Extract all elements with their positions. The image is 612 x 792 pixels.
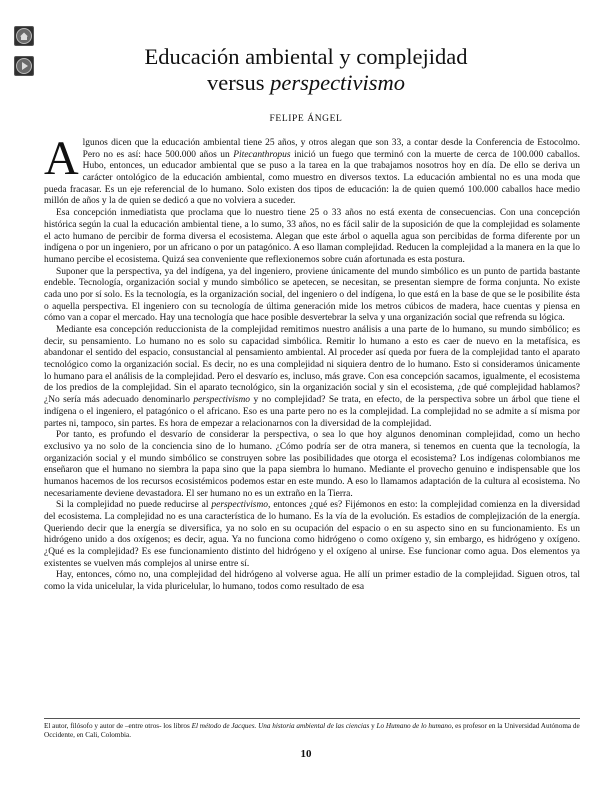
next-page-button[interactable] <box>14 56 34 76</box>
paragraph-4: Mediante esa concepción reduccionista de la complejidad remitimos nuestro análisis a una parte de lo humano, su mundo simbólico; es decir, su pensamiento. Lo humano no es solo su capacidad simbólica. Remitir lo humano a esto es caer de nuevo en la metafísica, es abandonar el sentido del espacio, consustancial al pensamiento ambiental. Al proceder así queda por fuera de la complejidad tanto el aparato tecnológico como la organización social. Es decir, no es una complejidad ni siquiera dentro de lo humano. Esto si consideramos únicamente lo humano para el análisis de la complejidad. Pero el desvarío es, incluso, más grave. Con esa concepción sacamos, igualmente, el ecosistema de los predios de la complejidad. Sin el aparato tecnológico, sin la organización social y sin el ecosistema, ¿de qué complejidad hablamos? ¿No sería más adecuado denominarlo perspectivismo y no complejidad? Se trata, en efecto, de la perspectiva sobre un árbol que tiene el indígena o el ingeniero, el patagónico o el africano. Eso es una parte pero no es la complejidad. La complejidad no se admite a sí misma por partes ni, tampoco, sin partes. Es hora de empezar a relacionarnos con la diversidad de la complejidad. <box>44 325 581 429</box>
page-number: 10 <box>300 748 312 760</box>
home-nav-button[interactable] <box>14 26 34 46</box>
play-icon <box>15 57 33 75</box>
author-name: FELIPE ÁNGEL <box>269 114 343 124</box>
paragraph-1: Algunos dicen que la educación ambiental tiene 25 años, y otros alegan que son 33, a contar desde la Conferencia de Estocolmo. Pero no es así: hace 500.000 años un Pitecanthropus inició un fuego que terminó con la muerte de cerca de 100.000 caballos. Hubo, entonces, un educador ambiental que se puso a la tarea en la que trabajamos nosotros hoy en día. De ello se deriva un carácter ontológico de la educación ambiental, como muestro en diversos textos. La educación ambiental no es una moda que pueda fracasar. Es un eje referencial de lo humano. Solo existen dos tipos de educación: la de quien quemó 100.000 caballos hace medio millón de años y la de quien se dedicó a que no volviera a suceder. <box>44 132 580 207</box>
paragraph-7: Hay, entonces, cómo no, una complejidad del hidrógeno al volverse agua. He allí un primer estadio de la complejidad. Siguen otros, tal como la vida unicelular, la vida pluricelular, lo humano, todos como resultado de esa <box>44 570 580 593</box>
paragraph-6: Si la complejidad no puede reducirse al perspectivismo, entonces ¿qué es? Fijémonos en esto: la complejidad comienza en la diversidad del ecosistema. La complejidad no es una característica de lo humano. Es la vía de la evolución. Es estadios de complejización de la energía. Queriendo decir que la energía se diversifica, ya no solo en su ocupación del espacio o en su aspecto sino en su funcionamiento. Es un hidrógeno unido a dos oxígenos; es decir, agua. Ya no funciona como hidrógeno o como oxígeno y, sin embargo, es hidrógeno y oxígeno. ¿Qué es la complejidad? Es ese funcionamiento distinto del hidrógeno y el oxígeno al unirse. Ese funcionar como agua. Dos elementos ya existentes se vuelven más complejos al unirse entre sí. <box>44 500 580 569</box>
article-title <box>60 44 552 96</box>
paragraph-2: Esa concepción inmediatista que proclama que lo nuestro tiene 25 o 33 años no está exenta de consecuencias. Con una concepción histórica según la cual la educación ambiental tiene, a lo sumo, 33 años, no es fácil salir de la suposición de que la complejidad es solamente el acto humano de percibir de forma diversa el ecosistema. Alegan que este árbol o aquella agua son percibidas de forma diferente por un indígena o por un ingeniero, por un africano o por un patagónico. A eso llaman complejidad. Reducen la complejidad a la manera en la que lo humano percibe el ecosistema. Quizá sea conveniente que reflexionemos sobre cuán afortunada es esta postura. <box>44 208 580 265</box>
footnote-divider <box>44 718 580 719</box>
title-line-1: Educación ambiental y complejidad <box>144 44 468 69</box>
article-body <box>44 132 581 594</box>
footnote: El autor, filósofo y autor de –entre otros- los libros El método de Jacques. Una historia ambiental de las ciencias y Lo Humano de lo humano, es profesor en la Universidad Autónoma de Occidente, en Cali, Colombia. <box>44 722 580 740</box>
title-line-2: versus perspectivismo <box>206 70 406 95</box>
drop-cap: A <box>44 132 79 185</box>
paragraph-3: Suponer que la perspectiva, ya del indígena, ya del ingeniero, proviene únicamente del mundo simbólico es un punto de partida bastante endeble. Tecnología, organización social y mundo simbólico se apetecen, se necesitan, se presentan siempre de forma conjunta. No existe cada uno por sí solo. Es la tecnología, es la organización social, del ingeniero o del indígena, lo que está en la base de que se le posibilite ésta o aquella perspectiva. El ingeniero con su tecnología de última generación mide los metros cúbicos de madera, hace cuentas y piensa en cómo van a copar el mercado. Hay una tecnología que hace posible desvertebrar la selva y una organización social que refrenda su lógica. <box>44 266 580 324</box>
home-icon <box>15 27 33 45</box>
paragraph-5: Por tanto, es profundo el desvarío de considerar la perspectiva, o sea lo que hoy algunos denominan complejidad, como un hecho exclusivo ya no solo de la conciencia sino de lo humano. ¿Cómo podría ser de otra manera, si tenemos en cuenta que la tecnología, la organización social y el mundo simbólico se construyen sobre las posibilidades que otorga el ecosistema? Los indígenas colombianos me enseñaron que el humano no siembra la papa sino que la papa siembra lo humano. Mediante el provecho genuino e indispensable que los humanos hacemos de los recursos ecosistémicos podemos estar en este mundo. A eso lo llamamos adaptación de la cultura al ecosistema. No necesariamente deviene devastadora. El ser humano no es un extraño en la Tierra. <box>44 430 580 499</box>
